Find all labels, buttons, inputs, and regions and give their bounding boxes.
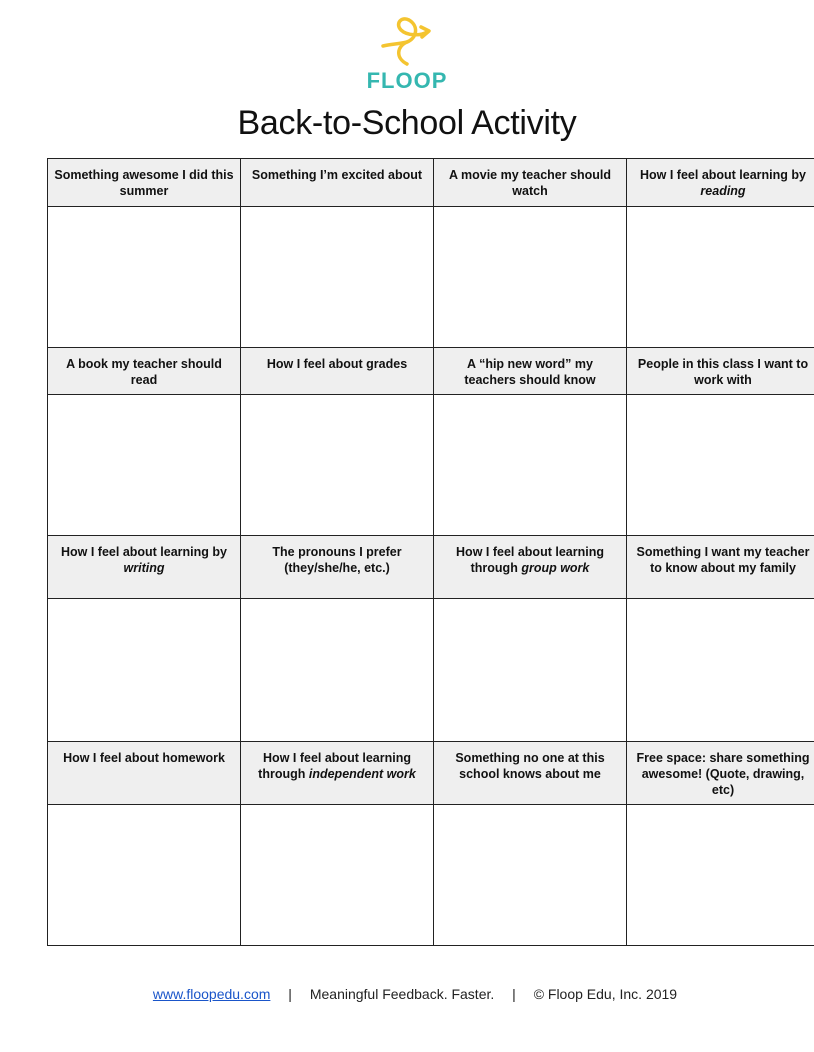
answer-cell[interactable] [241,395,434,536]
prompt-text-pre: A “hip new word” my teachers should know [464,357,596,387]
answer-cell[interactable] [48,805,241,946]
prompt-row [48,159,814,207]
prompt-text-pre: How I feel about homework [63,751,225,765]
answer-row [48,805,814,946]
prompt-row [48,536,814,599]
answer-cell[interactable] [48,599,241,742]
answer-cell[interactable] [434,207,627,348]
prompt-text-pre: People in this class I want to work with [637,357,809,387]
prompt-text-pre: A book my teacher should read [66,357,222,387]
answer-cell[interactable] [627,207,814,348]
prompt-text-em: writing [123,561,165,575]
prompt-text-pre: How I feel about learning by [61,545,227,559]
prompt-text-pre: How I feel about grades [266,357,408,371]
prompt-text-pre: How I feel about learning through [456,545,604,575]
answer-cell[interactable] [434,599,627,742]
prompt-cell [434,742,627,805]
prompt-text-pre: Something awesome I did this summer [54,168,234,198]
prompt-cell [627,348,814,395]
answer-row [48,395,814,536]
prompt-text-pre: How I feel about learning through [258,751,411,781]
footer-separator: | [288,986,292,1002]
floop-logo [0,14,814,94]
brand-name: FLOOP [366,68,448,93]
footer-tagline: Meaningful Feedback. Faster. [309,986,495,1002]
prompt-text-pre: Something I’m excited about [251,168,423,182]
prompt-text-em: reading [700,184,746,198]
prompt-text-pre: Something no one at this school knows about me [455,751,605,781]
answer-cell[interactable] [241,599,434,742]
prompt-cell [627,742,814,805]
prompt-cell [241,536,434,599]
footer-copyright: © Floop Edu, Inc. 2019 [533,986,678,1002]
answer-cell[interactable] [627,395,814,536]
footer-separator: | [512,986,516,1002]
prompt-cell [48,348,241,395]
answer-cell[interactable] [241,805,434,946]
floop-loop-arrow-icon [377,14,437,68]
prompt-row [48,742,814,805]
answer-cell[interactable] [627,805,814,946]
prompt-cell [434,159,627,207]
website-link[interactable]: www.floopedu.com [152,986,271,1002]
prompt-cell [48,536,241,599]
answer-cell[interactable] [434,395,627,536]
prompt-text-pre: A movie my teacher should watch [448,168,612,198]
answer-cell[interactable] [627,599,814,742]
prompt-text-pre: How I feel about learning by [640,168,806,182]
answer-cell[interactable] [241,207,434,348]
prompt-row [48,348,814,395]
prompt-cell [627,159,814,207]
prompt-cell [241,159,434,207]
prompt-cell [627,536,814,599]
answer-cell[interactable] [48,207,241,348]
prompt-cell [241,742,434,805]
prompt-cell [48,159,241,207]
prompt-text-em: group work [521,561,590,575]
prompt-text-em: independent work [308,767,416,781]
prompt-cell [434,348,627,395]
prompt-cell [48,742,241,805]
prompt-text-pre: Free space: share something awesome! (Quote, drawing, etc) [636,751,810,797]
prompt-text-pre: Something I want my teacher to know about my family [636,545,810,575]
prompt-cell [434,536,627,599]
prompt-text-pre: The pronouns I prefer (they/she/he, etc.) [272,545,402,575]
answer-row [48,207,814,348]
answer-cell[interactable] [48,395,241,536]
page-title: Back-to-School Activity [237,104,577,142]
footer [0,986,814,1002]
activity-grid [47,158,814,946]
answer-cell[interactable] [434,805,627,946]
answer-row [48,599,814,742]
prompt-cell [241,348,434,395]
